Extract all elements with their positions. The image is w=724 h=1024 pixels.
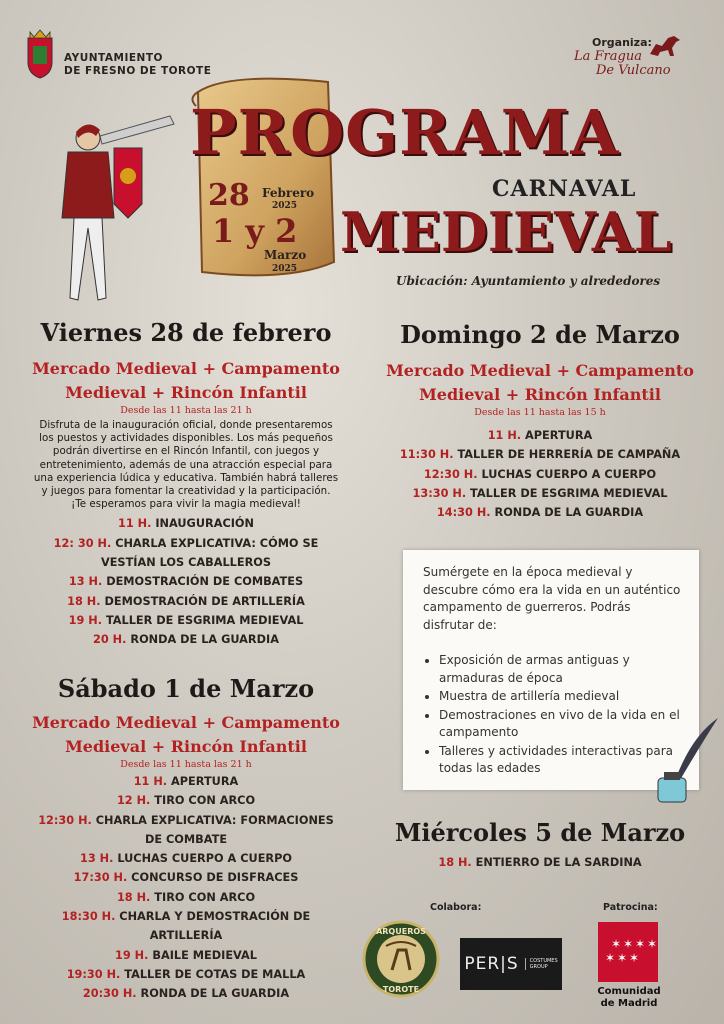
friday-schedule [14,514,358,649]
list-item: • Muestra de artillería medieval [439,688,681,706]
schedule-time: 13 H. [79,852,114,866]
svg-text:✶: ✶ [616,951,628,965]
peris-subtitle [525,958,558,970]
town-line-2: DE FRESNO DE TOROTE [64,65,212,77]
friday-heading: Viernes 28 de febrero [40,318,332,347]
svg-text:✶: ✶ [646,937,658,951]
schedule-activity: DE COMBATE [144,832,228,846]
friday-subtitle-line-1: Mercado Medieval + Campamento [32,359,340,378]
list-item: • Demostraciones en vivo de la vida en el campamento [439,707,681,742]
schedule-row [372,426,708,445]
schedule-time: 19 H. [115,948,149,962]
date-month-2: Marzo [264,248,307,262]
schedule-row [14,984,358,1003]
event-location: Ubicación: Ayuntamiento y alrededores [396,274,661,288]
list-item: • Exposición de armas antiguas y armaduras de época [439,652,681,687]
saturday-schedule [14,772,358,1004]
wednesday-section [372,818,708,872]
schedule-activity: ENTIERRO DE LA SARDINA [475,856,642,869]
schedule-time: 12 H. [116,794,151,808]
schedule-row [372,484,708,503]
date-days-2: 1 y 2 [212,212,298,250]
schedule-activity: INAUGURACIÓN [155,517,254,531]
schedule-row [14,514,358,533]
schedule-row [14,907,358,926]
madrid-text-line-1: Comunidad [597,986,661,997]
madrid-stars-logo [598,922,658,982]
poster-title: PROGRAMA [190,96,620,169]
sunday-schedule [372,426,708,522]
svg-text:✶: ✶ [622,937,634,951]
schedule-activity: VESTÍAN LOS CABALLEROS [100,556,272,570]
madrid-text-line-2: de Madrid [600,998,658,1009]
svg-text:✶: ✶ [634,937,646,951]
wednesday-heading: Miércoles 5 de Marzo [394,818,686,847]
schedule-activity: APERTURA [171,775,239,788]
schedule-row [14,611,358,630]
schedule-time: 11 H. [487,429,522,442]
schedule-row [14,534,358,553]
schedule-activity: CHARLA EXPLICATIVA: FORMACIONES [95,813,334,827]
schedule-time: 12:30 H. [423,467,478,481]
schedule-row [14,592,358,611]
peris-subtitle-line-2: GROUP [529,964,548,970]
date-month-1: Febrero [262,186,315,200]
organizer-name-line-1: La Fragua [574,49,642,64]
friday-description-line: una experiencia lúdica y educativa. También habrá talleres [33,471,339,484]
collaborates-label: Colabora: [430,902,482,913]
organizer-label: Organiza: [592,36,652,49]
saturday-section [14,674,358,1004]
schedule-activity: TIRO CON ARCO [154,890,256,904]
sunday-subtitle-line-1: Mercado Medieval + Campamento [386,361,694,380]
schedule-activity: APERTURA [525,429,593,442]
schedule-row [372,465,708,484]
schedule-time: 19 H. [68,613,102,627]
friday-description-line: y juegos para fomentar la creatividad y la participación. [41,485,331,498]
date-year-1: 2025 [272,201,298,211]
coat-of-arms-icon [22,28,58,80]
schedule-row [372,445,708,464]
schedule-activity: LUCHAS CUERPO A CUERPO [117,852,292,866]
arqueros-bottom-text: TOROTE [382,985,420,994]
schedule-time: 13:30 H. [412,486,467,500]
schedule-activity: DEMOSTRACIÓN DE ARTILLERÍA [104,594,305,608]
friday-description-line: ¡Te esperamos para vivir la magia medieval! [71,498,301,511]
svg-text:✶: ✶ [604,951,616,965]
schedule-row [372,503,708,522]
schedule-time: 18 H. [438,856,472,869]
schedule-time: 18:30 H. [61,910,116,924]
schedule-row [14,553,358,572]
schedule-row [14,965,358,984]
camp-info-list [423,652,681,778]
town-line-1: AYUNTAMIENTO [64,52,163,64]
sunday-heading: Domingo 2 de Marzo [400,320,680,349]
wednesday-schedule [372,853,708,872]
schedule-activity: RONDA DE LA GUARDIA [494,506,644,520]
schedule-row [14,772,358,791]
sunday-subtitle-line-2: Medieval + Rincón Infantil [419,385,661,404]
saturday-hours: Desde las 11 hasta las 21 h [120,759,252,770]
schedule-time: 14:30 H. [436,506,491,520]
sunday-subtitle [372,359,708,407]
date-day-1: 28 [208,178,250,213]
friday-section [14,318,358,650]
list-item: • Talleres y actividades interactivas para todas las edades [439,743,681,778]
schedule-time: 17:30 H. [73,871,128,885]
poster-main-title: MEDIEVAL [340,200,672,264]
schedule-activity: CHARLA Y DEMOSTRACIÓN DE [119,910,311,924]
poster-subtitle: CARNAVAL [492,176,637,202]
svg-text:✶: ✶ [628,951,640,965]
schedule-row [14,630,358,649]
schedule-time: 20:30 H. [82,987,137,1001]
schedule-activity: TIRO CON ARCO [154,794,256,808]
saturday-heading: Sábado 1 de Marzo [57,674,315,703]
schedule-time: 20 H. [93,633,127,647]
sponsors-label: Patrocina: [603,902,658,913]
schedule-time: 13 H. [68,575,103,589]
sunday-hours: Desde las 11 hasta las 15 h [474,407,606,418]
arqueros-top-text: ARQUEROS [376,927,426,936]
schedule-activity: TALLER DE HERRERÍA DE CAMPAÑA [457,448,681,462]
herald-trumpeter-illustration [30,108,180,308]
saturday-subtitle-line-1: Mercado Medieval + Campamento [32,713,340,732]
schedule-time: 12: 30 H. [53,536,112,550]
friday-description-line: Disfruta de la inauguración oficial, donde presentaremos [39,419,333,431]
schedule-time: 11 H. [117,517,152,531]
schedule-row [372,853,708,872]
schedule-activity: LUCHAS CUERPO A CUERPO [481,467,657,481]
schedule-time: 19:30 H. [66,967,121,981]
schedule-time: 12:30 H. [38,813,92,827]
schedule-row [14,946,358,965]
madrid-text [594,986,664,1010]
schedule-row [14,868,358,887]
schedule-activity: TALLER DE COTAS DE MALLA [124,967,306,981]
svg-text:✶: ✶ [610,937,622,951]
schedule-activity: ARTILLERÍA [149,929,223,943]
schedule-activity: TALLER DE ESGRIMA MEDIEVAL [470,486,668,500]
schedule-activity: TALLER DE ESGRIMA MEDIEVAL [105,613,304,627]
schedule-activity: RONDA DE LA GUARDIA [140,987,290,1001]
schedule-time: 18 H. [67,594,101,608]
schedule-activity: RONDA DE LA GUARDIA [130,633,279,647]
sunday-section [372,320,708,522]
schedule-time: 18 H. [116,890,151,904]
schedule-time: 11 H. [133,775,168,788]
organizer-name [574,50,684,78]
schedule-time: 11:30 H. [399,448,454,462]
peris-costumes-logo [460,938,562,990]
quill-ink-icon [652,716,722,806]
schedule-row [14,926,358,945]
schedule-activity: CONCURSO DE DISFRACES [131,871,299,885]
schedule-row [14,572,358,591]
schedule-activity: DEMOSTRACIÓN DE COMBATES [106,575,304,589]
schedule-row [14,791,358,810]
peris-name: PER|S [464,954,519,974]
friday-description-line: los puestos y actividades disponibles. Los más pequeños [39,432,333,445]
date-year-2: 2025 [272,264,298,274]
friday-description-line: entretenimiento, además de una atracción especial para [39,458,333,471]
friday-subtitle-line-2: Medieval + Rincón Infantil [65,383,307,402]
saturday-subtitle [14,711,358,759]
schedule-row [14,888,358,907]
friday-description [14,419,358,511]
schedule-activity: BAILE MEDIEVAL [152,948,257,962]
organizer-name-line-2: De Vulcano [596,63,671,78]
schedule-row [14,830,358,849]
schedule-activity: CHARLA EXPLICATIVA: CÓMO SE [115,536,319,550]
saturday-subtitle-line-2: Medieval + Rincón Infantil [65,737,307,756]
peris-subtitle-line-1: COSTUMES [529,958,558,964]
schedule-row [14,849,358,868]
friday-subtitle [14,357,358,405]
arqueros-torote-logo [362,920,440,998]
camp-info-intro: Sumérgete en la época medieval y descubre cómo era la vida en un auténtico campamento de guerreros. Podrás disfrutar de: [423,565,681,632]
schedule-row [14,811,358,830]
friday-hours: Desde las 11 hasta las 21 h [120,405,252,416]
friday-description-line: podrán divertirse en el Rincón Infantil, con juegos y [52,445,320,458]
